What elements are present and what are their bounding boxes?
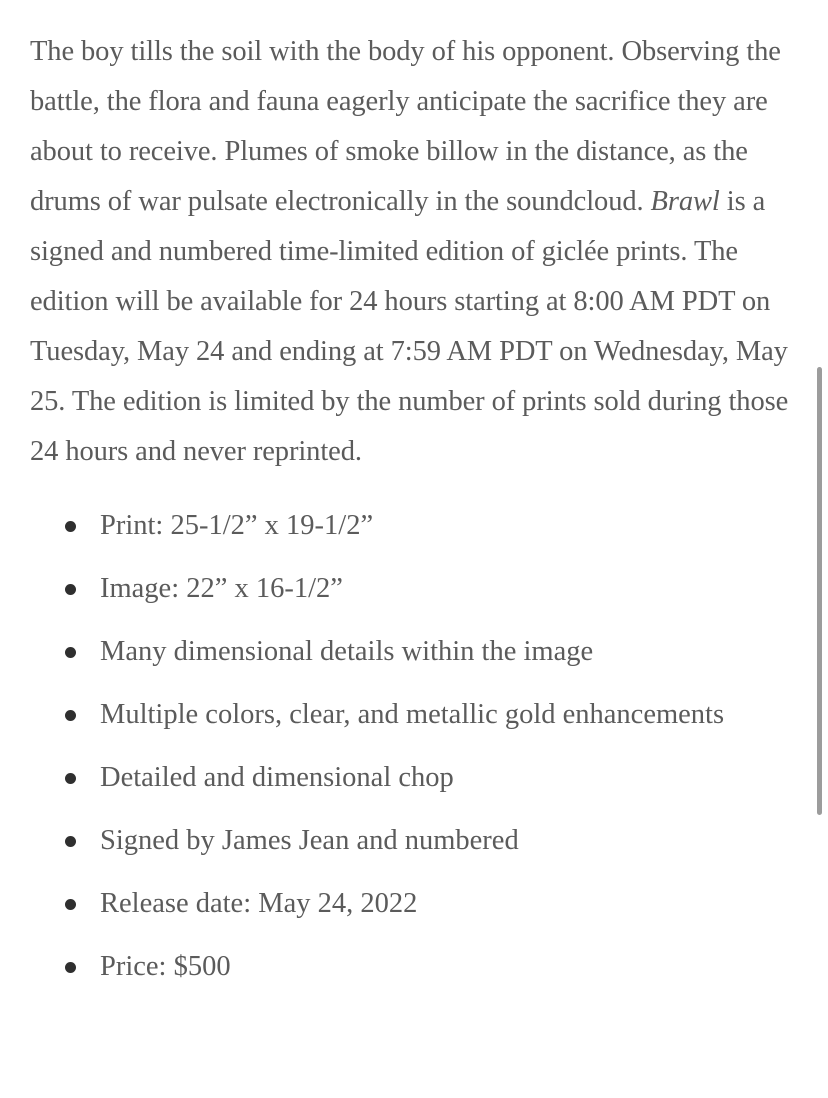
spec-list [30,507,805,986]
spec-item-release-date [30,885,805,923]
bullet-icon [65,710,76,721]
bullet-icon [65,584,76,595]
article-content [30,27,805,1011]
spec-item-signed [30,822,805,860]
bullet-icon [65,962,76,973]
vertical-scrollbar[interactable] [817,367,822,815]
spec-text: Price: $500 [100,951,231,982]
spec-item-price [30,948,805,986]
spec-item-chop [30,759,805,797]
spec-text: Signed by James Jean and numbered [100,825,519,856]
intro-paragraph [30,27,805,477]
bullet-icon [65,836,76,847]
spec-item-print-size [30,507,805,545]
bullet-icon [65,899,76,910]
intro-text-after: is a signed and numbered time-limited edition of giclée prints. The edition will be available for 24 hours starting at 8:00 AM PDT on Tuesday, May 24 and ending at 7:59 AM PDT on Wednesday, May 25. The edition is limited by the number of prints sold during those 24 hours and never reprinted. [30,186,789,467]
spec-text: Multiple colors, clear, and metallic gold enhancements [100,699,725,730]
spec-text: Release date: May 24, 2022 [100,888,418,919]
bullet-icon [65,521,76,532]
spec-text: Many dimensional details within the image [100,636,594,667]
spec-item-details [30,633,805,671]
bullet-icon [65,773,76,784]
intro-text-before: The boy tills the soil with the body of his opponent. Observing the battle, the flora and fauna eagerly anticipate the sacrifice they are about to receive. Plumes of smoke billow in the distance, as the drums of war pulsate electronically in the soundcloud. [30,36,781,217]
spec-text: Image: 22” x 16-1/2” [100,573,343,604]
artwork-title: Brawl [650,186,720,217]
spec-item-colors [30,696,805,734]
spec-text: Detailed and dimensional chop [100,762,454,793]
spec-text: Print: 25-1/2” x 19-1/2” [100,510,374,541]
bullet-icon [65,647,76,658]
spec-item-image-size [30,570,805,608]
